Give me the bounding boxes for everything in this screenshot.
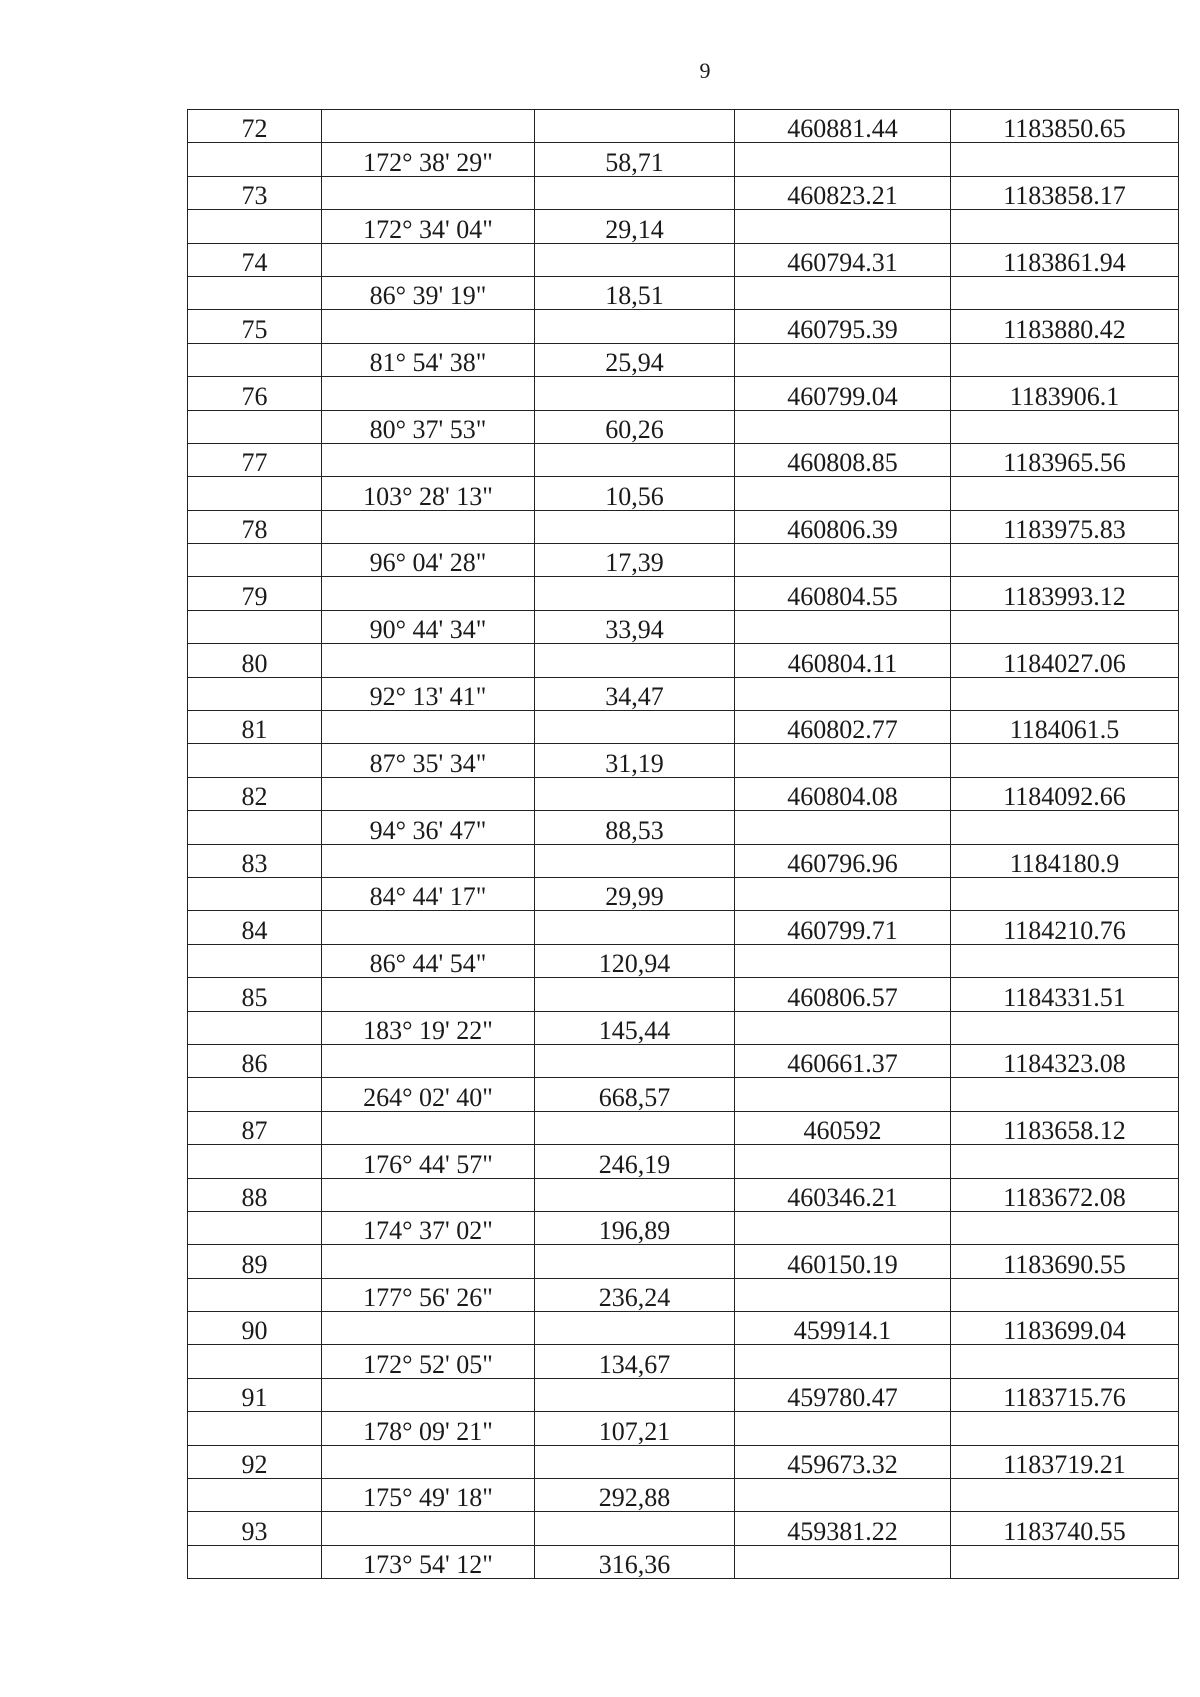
cell-point-number	[188, 1479, 322, 1512]
cell-point-number: 87	[188, 1111, 322, 1144]
cell-distance	[535, 1312, 735, 1345]
cell-direction-angle: 96° 04' 28"	[322, 544, 535, 577]
table-row-segment	[188, 744, 1179, 777]
cell-coordinate-x: 460806.39	[735, 510, 951, 543]
table-row-point	[188, 711, 1179, 744]
cell-direction-angle	[322, 243, 535, 276]
cell-point-number: 72	[188, 110, 322, 143]
table-row-point	[188, 176, 1179, 209]
cell-point-number	[188, 544, 322, 577]
table-row-point	[188, 577, 1179, 610]
cell-direction-angle: 84° 44' 17"	[322, 877, 535, 910]
cell-point-number	[188, 1145, 322, 1178]
table-row-segment	[188, 811, 1179, 844]
cell-coordinate-x: 459914.1	[735, 1312, 951, 1345]
cell-distance	[535, 777, 735, 810]
cell-point-number: 74	[188, 243, 322, 276]
cell-direction-angle	[322, 911, 535, 944]
cell-coordinate-x: 460150.19	[735, 1245, 951, 1278]
cell-coordinate-y: 1183715.76	[951, 1378, 1179, 1411]
cell-coordinate-x	[735, 610, 951, 643]
table-row-point	[188, 1378, 1179, 1411]
table-row-point	[188, 243, 1179, 276]
cell-point-number: 75	[188, 310, 322, 343]
cell-distance: 316,36	[535, 1545, 735, 1578]
cell-coordinate-y	[951, 744, 1179, 777]
cell-point-number	[188, 1011, 322, 1044]
cell-coordinate-y	[951, 877, 1179, 910]
cell-distance: 58,71	[535, 143, 735, 176]
table-row-segment	[188, 944, 1179, 977]
cell-direction-angle: 92° 13' 41"	[322, 677, 535, 710]
cell-direction-angle: 172° 38' 29"	[322, 143, 535, 176]
cell-direction-angle: 172° 52' 05"	[322, 1345, 535, 1378]
cell-point-number	[188, 1345, 322, 1378]
cell-distance	[535, 443, 735, 476]
cell-direction-angle: 87° 35' 34"	[322, 744, 535, 777]
cell-direction-angle: 175° 49' 18"	[322, 1479, 535, 1512]
cell-coordinate-x: 460808.85	[735, 443, 951, 476]
cell-distance: 668,57	[535, 1078, 735, 1111]
cell-point-number	[188, 811, 322, 844]
cell-direction-angle	[322, 711, 535, 744]
cell-coordinate-y	[951, 677, 1179, 710]
table-row-segment	[188, 1078, 1179, 1111]
cell-distance: 29,99	[535, 877, 735, 910]
cell-coordinate-x	[735, 1345, 951, 1378]
table-row-segment	[188, 210, 1179, 243]
cell-coordinate-y	[951, 1078, 1179, 1111]
cell-coordinate-x	[735, 1412, 951, 1445]
cell-coordinate-y	[951, 143, 1179, 176]
cell-point-number: 84	[188, 911, 322, 944]
cell-distance: 31,19	[535, 744, 735, 777]
cell-coordinate-x	[735, 744, 951, 777]
cell-point-number	[188, 210, 322, 243]
cell-distance	[535, 243, 735, 276]
cell-distance	[535, 644, 735, 677]
cell-distance	[535, 377, 735, 410]
cell-coordinate-y: 1183975.83	[951, 510, 1179, 543]
cell-direction-angle: 178° 09' 21"	[322, 1412, 535, 1445]
cell-point-number	[188, 677, 322, 710]
cell-direction-angle: 183° 19' 22"	[322, 1011, 535, 1044]
table-row-segment	[188, 677, 1179, 710]
cell-coordinate-y	[951, 610, 1179, 643]
cell-coordinate-y: 1183850.65	[951, 110, 1179, 143]
cell-distance: 196,89	[535, 1211, 735, 1244]
cell-point-number	[188, 410, 322, 443]
cell-distance	[535, 1111, 735, 1144]
cell-point-number	[188, 1545, 322, 1578]
cell-direction-angle	[322, 176, 535, 209]
cell-distance	[535, 978, 735, 1011]
cell-direction-angle	[322, 777, 535, 810]
cell-coordinate-x	[735, 1545, 951, 1578]
cell-coordinate-y	[951, 811, 1179, 844]
cell-distance: 10,56	[535, 477, 735, 510]
table-row-segment	[188, 1211, 1179, 1244]
cell-point-number	[188, 944, 322, 977]
cell-distance: 134,67	[535, 1345, 735, 1378]
cell-coordinate-x	[735, 1011, 951, 1044]
table-row-segment	[188, 1345, 1179, 1378]
table-row-segment	[188, 544, 1179, 577]
cell-point-number: 83	[188, 844, 322, 877]
cell-direction-angle	[322, 110, 535, 143]
table-row-point	[188, 510, 1179, 543]
cell-coordinate-x: 459780.47	[735, 1378, 951, 1411]
cell-direction-angle: 81° 54' 38"	[322, 343, 535, 376]
cell-distance: 88,53	[535, 811, 735, 844]
cell-coordinate-x: 460823.21	[735, 176, 951, 209]
cell-point-number: 73	[188, 176, 322, 209]
table-row-point	[188, 644, 1179, 677]
table-row-point	[188, 1044, 1179, 1077]
cell-coordinate-x: 460804.11	[735, 644, 951, 677]
cell-distance	[535, 176, 735, 209]
cell-coordinate-y: 1183672.08	[951, 1178, 1179, 1211]
cell-distance	[535, 310, 735, 343]
cell-coordinate-y: 1183993.12	[951, 577, 1179, 610]
cell-coordinate-x	[735, 343, 951, 376]
cell-coordinate-y: 1183690.55	[951, 1245, 1179, 1278]
cell-coordinate-y	[951, 1145, 1179, 1178]
cell-direction-angle	[322, 510, 535, 543]
cell-direction-angle: 94° 36' 47"	[322, 811, 535, 844]
cell-distance: 246,19	[535, 1145, 735, 1178]
cell-point-number: 88	[188, 1178, 322, 1211]
cell-distance: 25,94	[535, 343, 735, 376]
cell-point-number	[188, 143, 322, 176]
cell-coordinate-x	[735, 477, 951, 510]
table-row-segment	[188, 610, 1179, 643]
cell-coordinate-y: 1184180.9	[951, 844, 1179, 877]
cell-distance	[535, 1178, 735, 1211]
table-row-point	[188, 1111, 1179, 1144]
cell-direction-angle: 177° 56' 26"	[322, 1278, 535, 1311]
cell-coordinate-x: 460804.55	[735, 577, 951, 610]
cell-coordinate-y: 1183861.94	[951, 243, 1179, 276]
cell-coordinate-x	[735, 1078, 951, 1111]
table-row-segment	[188, 276, 1179, 309]
cell-coordinate-y: 1183965.56	[951, 443, 1179, 476]
cell-distance: 292,88	[535, 1479, 735, 1512]
cell-point-number: 76	[188, 377, 322, 410]
cell-point-number: 85	[188, 978, 322, 1011]
cell-distance	[535, 1445, 735, 1478]
cell-coordinate-y: 1183658.12	[951, 1111, 1179, 1144]
cell-distance: 236,24	[535, 1278, 735, 1311]
table-row-segment	[188, 1145, 1179, 1178]
cell-coordinate-x	[735, 544, 951, 577]
cell-coordinate-x	[735, 811, 951, 844]
cell-coordinate-y	[951, 1479, 1179, 1512]
table-row-point	[188, 1445, 1179, 1478]
cell-point-number	[188, 610, 322, 643]
cell-distance	[535, 711, 735, 744]
cell-direction-angle: 174° 37' 02"	[322, 1211, 535, 1244]
cell-point-number	[188, 477, 322, 510]
cell-coordinate-y	[951, 944, 1179, 977]
table-row-point	[188, 1512, 1179, 1545]
cell-coordinate-x: 459673.32	[735, 1445, 951, 1478]
cell-coordinate-y: 1183906.1	[951, 377, 1179, 410]
cell-point-number: 91	[188, 1378, 322, 1411]
cell-distance: 34,47	[535, 677, 735, 710]
cell-direction-angle	[322, 1445, 535, 1478]
coordinates-table-body	[188, 110, 1179, 1579]
cell-coordinate-y: 1184027.06	[951, 644, 1179, 677]
cell-distance: 17,39	[535, 544, 735, 577]
table-row-point	[188, 911, 1179, 944]
cell-point-number: 82	[188, 777, 322, 810]
cell-coordinate-x	[735, 944, 951, 977]
table-row-point	[188, 310, 1179, 343]
cell-direction-angle: 86° 39' 19"	[322, 276, 535, 309]
cell-coordinate-x: 460881.44	[735, 110, 951, 143]
cell-coordinate-x: 460795.39	[735, 310, 951, 343]
cell-direction-angle: 90° 44' 34"	[322, 610, 535, 643]
cell-point-number	[188, 343, 322, 376]
cell-direction-angle: 172° 34' 04"	[322, 210, 535, 243]
cell-coordinate-y	[951, 1345, 1179, 1378]
cell-distance: 18,51	[535, 276, 735, 309]
cell-coordinate-y: 1183699.04	[951, 1312, 1179, 1345]
table-row-segment	[188, 1412, 1179, 1445]
cell-direction-angle	[322, 310, 535, 343]
cell-direction-angle	[322, 443, 535, 476]
cell-point-number	[188, 744, 322, 777]
cell-direction-angle	[322, 644, 535, 677]
table-row-segment	[188, 143, 1179, 176]
table-row-segment	[188, 1479, 1179, 1512]
cell-direction-angle	[322, 1044, 535, 1077]
cell-distance: 33,94	[535, 610, 735, 643]
cell-coordinate-x	[735, 1145, 951, 1178]
cell-coordinate-y	[951, 544, 1179, 577]
cell-point-number: 93	[188, 1512, 322, 1545]
cell-coordinate-x: 460794.31	[735, 243, 951, 276]
cell-direction-angle	[322, 978, 535, 1011]
page-number: 9	[699, 58, 711, 83]
cell-point-number: 81	[188, 711, 322, 744]
table-row-point	[188, 443, 1179, 476]
cell-coordinate-y: 1184061.5	[951, 711, 1179, 744]
cell-coordinate-y	[951, 1011, 1179, 1044]
cell-direction-angle: 173° 54' 12"	[322, 1545, 535, 1578]
table-row-point	[188, 1245, 1179, 1278]
table-row-segment	[188, 343, 1179, 376]
cell-point-number	[188, 877, 322, 910]
cell-point-number: 79	[188, 577, 322, 610]
cell-distance: 60,26	[535, 410, 735, 443]
cell-point-number: 89	[188, 1245, 322, 1278]
cell-coordinate-y	[951, 1412, 1179, 1445]
cell-direction-angle: 86° 44' 54"	[322, 944, 535, 977]
cell-direction-angle	[322, 1312, 535, 1345]
cell-distance: 145,44	[535, 1011, 735, 1044]
cell-coordinate-x: 460802.77	[735, 711, 951, 744]
table-row-point	[188, 377, 1179, 410]
cell-coordinate-y: 1184210.76	[951, 911, 1179, 944]
table-row-point	[188, 978, 1179, 1011]
cell-coordinate-x	[735, 877, 951, 910]
cell-coordinate-x: 459381.22	[735, 1512, 951, 1545]
coordinates-table	[187, 109, 1179, 1579]
cell-direction-angle	[322, 377, 535, 410]
table-row-point	[188, 777, 1179, 810]
cell-direction-angle	[322, 1111, 535, 1144]
cell-direction-angle: 176° 44' 57"	[322, 1145, 535, 1178]
cell-coordinate-y: 1184323.08	[951, 1044, 1179, 1077]
table-row-point	[188, 110, 1179, 143]
table-row-point	[188, 1178, 1179, 1211]
cell-point-number: 80	[188, 644, 322, 677]
cell-coordinate-x: 460661.37	[735, 1044, 951, 1077]
cell-distance	[535, 510, 735, 543]
cell-coordinate-x: 460804.08	[735, 777, 951, 810]
cell-point-number	[188, 1078, 322, 1111]
table-row-point	[188, 1312, 1179, 1345]
cell-coordinate-x	[735, 410, 951, 443]
cell-distance	[535, 1512, 735, 1545]
cell-point-number	[188, 1211, 322, 1244]
cell-coordinate-x: 460796.96	[735, 844, 951, 877]
table-row-segment	[188, 477, 1179, 510]
cell-point-number: 90	[188, 1312, 322, 1345]
cell-distance: 29,14	[535, 210, 735, 243]
cell-direction-angle	[322, 1512, 535, 1545]
cell-coordinate-y: 1183740.55	[951, 1512, 1179, 1545]
cell-coordinate-x: 460799.71	[735, 911, 951, 944]
cell-coordinate-y: 1183880.42	[951, 310, 1179, 343]
cell-coordinate-x: 460592	[735, 1111, 951, 1144]
cell-coordinate-y: 1184331.51	[951, 978, 1179, 1011]
cell-coordinate-x	[735, 1211, 951, 1244]
cell-coordinate-x: 460346.21	[735, 1178, 951, 1211]
cell-coordinate-y	[951, 276, 1179, 309]
cell-direction-angle	[322, 1378, 535, 1411]
cell-distance	[535, 1044, 735, 1077]
cell-coordinate-y	[951, 210, 1179, 243]
cell-point-number: 77	[188, 443, 322, 476]
cell-coordinate-y: 1183719.21	[951, 1445, 1179, 1478]
cell-distance	[535, 911, 735, 944]
cell-direction-angle	[322, 1245, 535, 1278]
cell-distance: 120,94	[535, 944, 735, 977]
cell-coordinate-y: 1184092.66	[951, 777, 1179, 810]
table-row-segment	[188, 877, 1179, 910]
cell-coordinate-y	[951, 1278, 1179, 1311]
table-row-segment	[188, 1545, 1179, 1578]
table-row-segment	[188, 410, 1179, 443]
table-row-segment	[188, 1011, 1179, 1044]
cell-coordinate-x	[735, 276, 951, 309]
cell-distance	[535, 1378, 735, 1411]
cell-distance	[535, 110, 735, 143]
cell-distance	[535, 577, 735, 610]
cell-coordinate-x	[735, 677, 951, 710]
cell-coordinate-x: 460806.57	[735, 978, 951, 1011]
cell-coordinate-y	[951, 1211, 1179, 1244]
cell-coordinate-y	[951, 410, 1179, 443]
cell-coordinate-y: 1183858.17	[951, 176, 1179, 209]
cell-point-number: 78	[188, 510, 322, 543]
cell-coordinate-y	[951, 1545, 1179, 1578]
cell-coordinate-x	[735, 1479, 951, 1512]
cell-distance	[535, 844, 735, 877]
cell-point-number	[188, 1412, 322, 1445]
cell-distance: 107,21	[535, 1412, 735, 1445]
cell-coordinate-x	[735, 210, 951, 243]
cell-direction-angle: 264° 02' 40"	[322, 1078, 535, 1111]
cell-point-number: 86	[188, 1044, 322, 1077]
table-row-segment	[188, 1278, 1179, 1311]
cell-coordinate-x	[735, 143, 951, 176]
cell-coordinate-y	[951, 343, 1179, 376]
cell-point-number	[188, 1278, 322, 1311]
cell-direction-angle: 80° 37' 53"	[322, 410, 535, 443]
cell-point-number	[188, 276, 322, 309]
table-row-point	[188, 844, 1179, 877]
cell-coordinate-y	[951, 477, 1179, 510]
cell-distance	[535, 1245, 735, 1278]
cell-direction-angle	[322, 577, 535, 610]
cell-direction-angle	[322, 844, 535, 877]
cell-coordinate-x	[735, 1278, 951, 1311]
cell-point-number: 92	[188, 1445, 322, 1478]
cell-direction-angle: 103° 28' 13"	[322, 477, 535, 510]
cell-coordinate-x: 460799.04	[735, 377, 951, 410]
cell-direction-angle	[322, 1178, 535, 1211]
